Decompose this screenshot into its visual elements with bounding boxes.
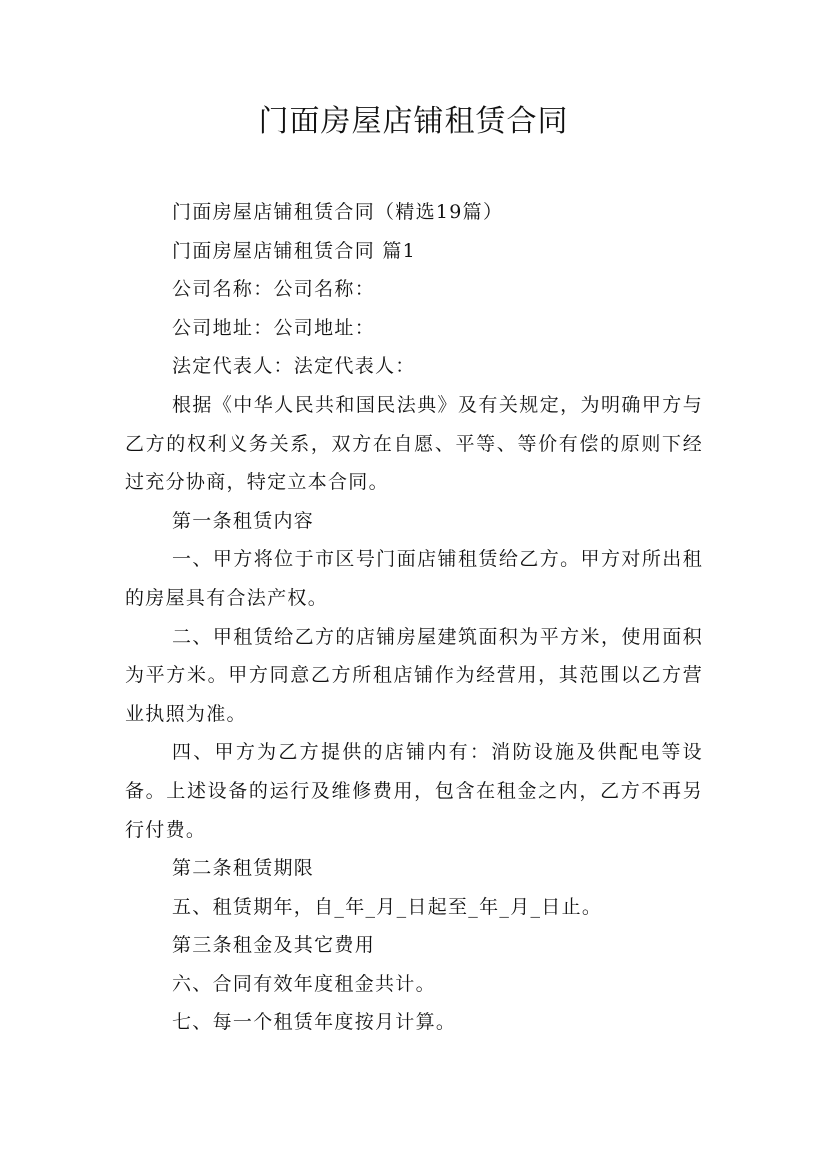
company-address-line: 公司地址：公司地址： [172,316,376,339]
clause-paragraph: 六、合同有效年度租金共计。 [172,972,436,995]
clause-paragraph: 七、每一个租赁年度按月计算。 [172,1011,457,1034]
clause-paragraph: 一、甲方将位于市区号门面店铺租赁给乙方。甲方对所出租的房屋具有合法产权。 [125,548,703,609]
company-name-line: 公司名称：公司名称： [172,278,376,301]
article-heading: 第三条租金及其它费用 [172,934,376,957]
clause-paragraph: 四、甲方为乙方提供的店铺内有：消防设施及供配电等设备。上述设备的运行及维修费用，包含在租金之内，乙方不再另行付费。 [125,741,703,841]
subtitle-paragraph: 门面房屋店铺租赁合同（精选19篇） [172,201,504,223]
clause-paragraph: 二、甲租赁给乙方的店铺房屋建筑面积为平方米，使用面积为平方米。甲方同意乙方所租店铺作为经营用，其范围以乙方营业执照为准。 [125,625,703,725]
article-heading: 第一条租赁内容 [172,509,315,532]
document-title: 门面房屋店铺租赁合同 [258,104,569,139]
section-heading: 门面房屋店铺租赁合同 篇1 [172,239,417,262]
document-body [125,193,703,1042]
preamble-paragraph: 根据《中华人民共和国民法典》及有关规定，为明确甲方与乙方的权利义务关系，双方在自愿、平等、等价有偿的原则下经过充分协商，特定立本合同。 [125,393,703,494]
article-heading: 第二条租赁期限 [172,857,315,880]
legal-representative-line: 法定代表人：法定代表人： [172,355,416,378]
clause-paragraph: 五、租赁期年，自_年_月_日起至_年_月_日止。 [172,895,603,918]
